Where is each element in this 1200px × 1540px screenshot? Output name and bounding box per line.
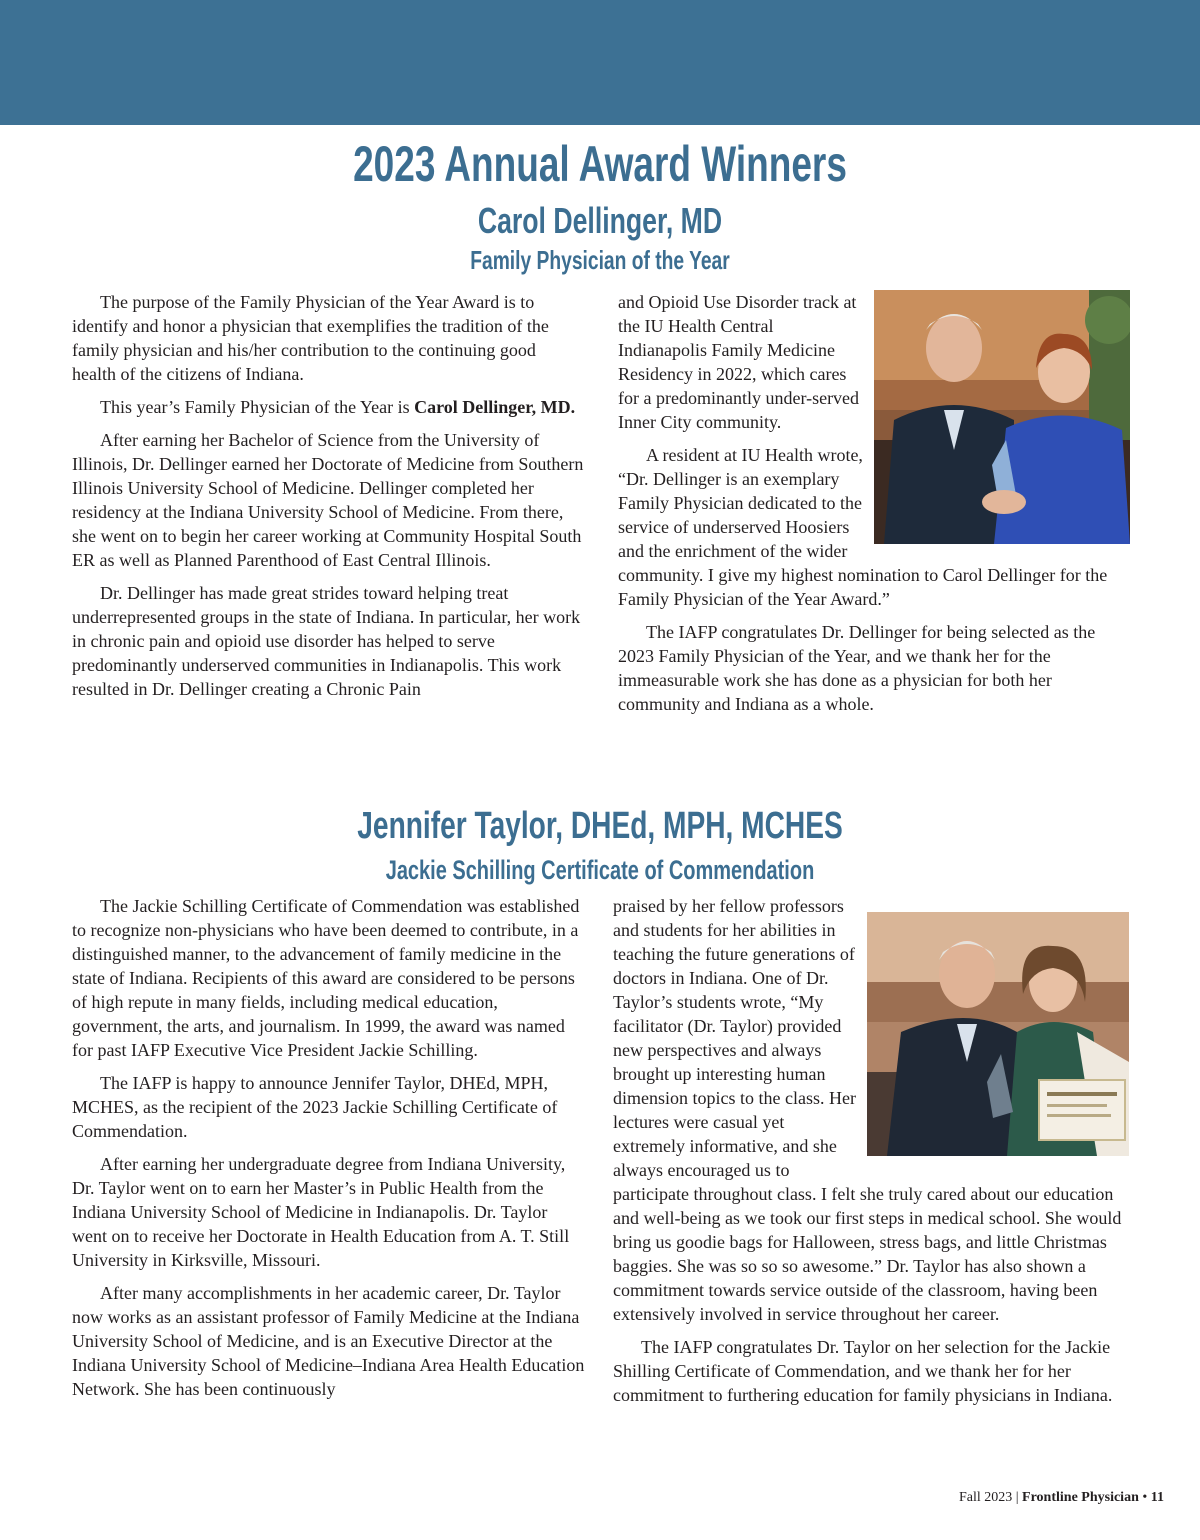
dellinger-column-right	[618, 290, 1130, 725]
award-title-commendation: Jackie Schilling Certificate of Commendation	[385, 855, 815, 885]
paragraph: The IAFP congratulates Dr. Dellinger for being selected as the 2023 Family Physician of the Year, and we thank her for the immeasurable work she has done as a physician for both her community and Indiana as a whole.	[618, 622, 1096, 714]
award-title-family-physician: Family Physician of the Year	[470, 245, 730, 275]
paragraph: After earning her undergraduate degree from Indiana University, Dr. Taylor went on to earn her Master’s in Public Health from the Indiana University School of Medicine in Indianapolis. Dr. Taylor went on to receive her Doctorate in Health Education from A. T. Still University in Kirksville, Missouri.	[72, 1154, 570, 1270]
paragraph: praised by her fellow professors and students for her abilities in teaching the future generations of doctors in Indiana. One of Dr. Taylor’s students wrote, “My facilitator (Dr. Taylor) provided new perspectives and always brought up interesting human dimension topics to the class. Her lectures were casual yet extremely informative, and she always encouraged us to participate throughout class. I felt she truly cared about our education and well-being as we took our first steps in medical school. She would bring us goodie bags for Halloween, stress bags, and little Christmas baggies. She was so so so awesome.” Dr. Taylor has also shown a commitment towards service outside of the classroom, having been extensively involved in service throughout her career.	[613, 896, 1122, 1324]
paragraph: The purpose of the Family Physician of the Year Award is to identify and honor a physician that exemplifies the tradition of the family physician and his/her contribution to the continuing good health of the citizens of Indiana.	[72, 292, 549, 384]
paragraph: Dr. Dellinger has made great strides toward helping treat underrepresented groups in the state of Indiana. In particular, her work in chronic pain and opioid use disorder has helped to serve predominantly underserved communities in Indianapolis. This work resulted in Dr. Dellinger creating a Chronic Pain	[72, 583, 581, 699]
page-footer	[959, 1488, 1164, 1508]
footer-bullet: •	[1142, 1490, 1148, 1505]
page-number: 11	[1150, 1490, 1164, 1505]
top-banner	[0, 0, 1200, 125]
photo-taylor	[867, 912, 1129, 1156]
winner-name-dellinger: Carol Dellinger, MD	[477, 200, 723, 241]
paragraph: The IAFP congratulates Dr. Taylor on her selection for the Jackie Shilling Certificate of Commendation, and we thank her for her commitment to furthering education for family physicians in Indiana.	[613, 1337, 1113, 1405]
publication-name: Frontline Physician	[1022, 1490, 1139, 1505]
award-photo-illustration	[867, 912, 1129, 1156]
dellinger-column-left	[72, 290, 584, 710]
page-title: 2023 Annual Award Winners	[353, 136, 847, 192]
paragraph: The IAFP is happy to announce Jennifer Taylor, DHEd, MPH, MCHES, as the recipient of the 2023 Jackie Schilling Certificate of Commendation.	[72, 1073, 558, 1141]
award-photo-illustration	[874, 290, 1130, 544]
taylor-column-left	[72, 894, 586, 1410]
winner-name-bold: Carol Dellinger, MD.	[414, 397, 576, 417]
footer-separator: |	[1015, 1490, 1019, 1505]
winner-name-taylor: Jennifer Taylor, DHEd, MPH, MCHES	[357, 805, 843, 847]
paragraph: A resident at IU Health wrote, “Dr. Dellinger is an exemplary Family Physician dedicated to the service of underserved Hoosiers and the enrichment of the wider community. I give my highest nomination to Carol Dellinger for the Family Physician of the Year Award.”	[618, 445, 1108, 609]
paragraph: This year’s Family Physician of the Year is Carol Dellinger, MD.	[100, 397, 576, 417]
paragraph: After many accomplishments in her academic career, Dr. Taylor now works as an assistant professor of Family Medicine at the Indiana University School of Medicine, and is an Executive Director at the Indiana University School of Medicine–Indiana Area Health Education Network. She has been continuously	[72, 1283, 585, 1399]
taylor-column-right	[613, 894, 1129, 1416]
paragraph: and Opioid Use Disorder track at the IU Health Central Indianapolis Family Medicine Residency in 2022, which cares for a predominantly under-served Inner City community.	[618, 292, 860, 432]
issue-label: Fall 2023	[958, 1490, 1013, 1505]
paragraph: After earning her Bachelor of Science from the University of Illinois, Dr. Dellinger earned her Doctorate of Medicine from Southern Illinois University School of Medicine. Dellinger completed her residency at the Indiana University School of Medicine. From there, she went on to begin her career working at Community Hospital South ER as well as Planned Parenthood of East Central Illinois.	[72, 430, 584, 570]
photo-dellinger	[874, 290, 1130, 544]
paragraph: The Jackie Schilling Certificate of Commendation was established to recognize non-physicians who have been deemed to contribute, in a distinguished manner, to the advancement of family medicine in the state of Indiana. Recipients of this award are considered to be persons of high repute in many fields, including medical education, government, the arts, and journalism. In 1999, the award was named for past IAFP Executive Vice President Jackie Schilling.	[72, 896, 580, 1060]
